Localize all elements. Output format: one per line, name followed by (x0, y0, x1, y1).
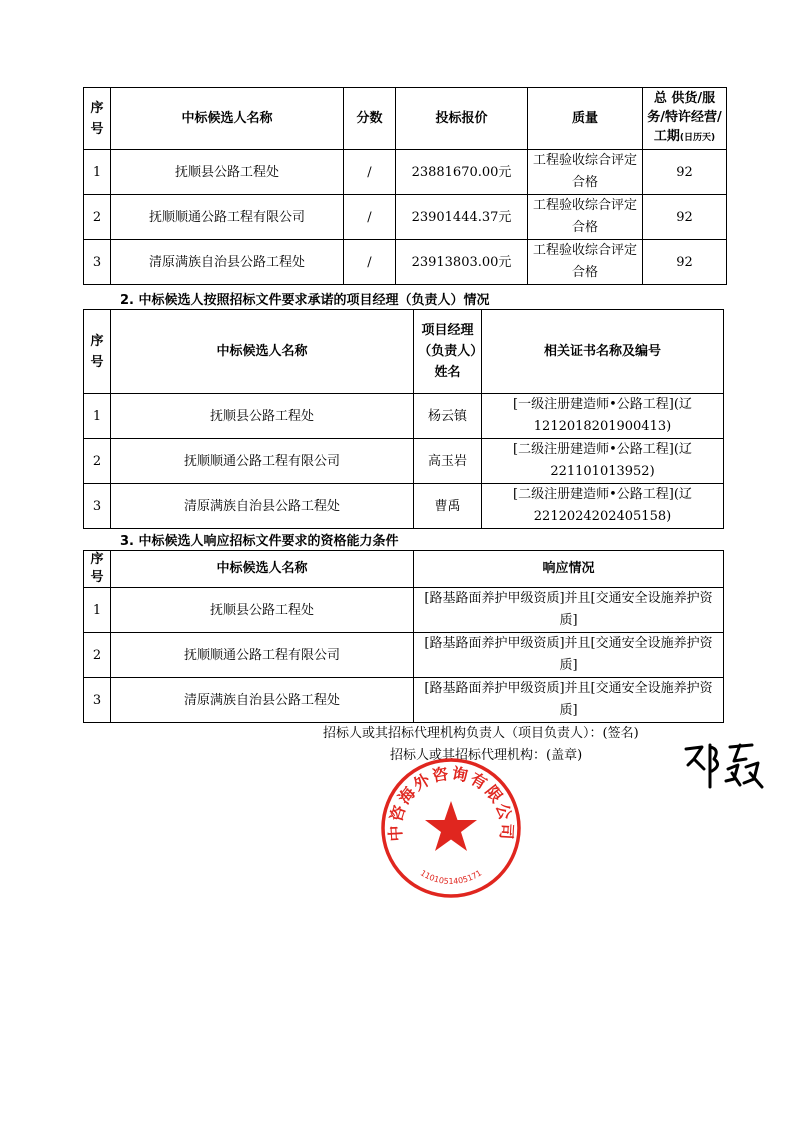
signature-line: 招标人或其招标代理机构负责人（项目负责人）：(签名) (323, 726, 639, 741)
cell-response: [路基路面养护甲级资质]并且[交通安全设施养护资质] (414, 633, 724, 678)
table-row (84, 439, 724, 484)
header-period-unit: (日历天) (679, 133, 716, 143)
section2-title: 2. 中标候选人按照招标文件要求承诺的项目经理（负责人）情况 (120, 293, 490, 308)
header-candidate-name: 中标候选人名称 (111, 88, 344, 150)
handwritten-signature (680, 735, 768, 795)
header-candidate-name: 中标候选人名称 (111, 551, 414, 588)
seal-number: 1101051405171 (418, 868, 484, 886)
table-row (84, 678, 724, 723)
header-candidate-name: 中标候选人名称 (111, 310, 414, 394)
cell-candidate-name: 抚顺县公路工程处 (111, 150, 344, 195)
header-quality: 质量 (528, 88, 643, 150)
cell-period: 92 (643, 150, 727, 195)
cell-seq: 2 (84, 633, 111, 678)
header-manager: 项目经理（负责人）姓名 (414, 310, 482, 394)
header-score: 分数 (344, 88, 396, 150)
cell-response: [路基路面养护甲级资质]并且[交通安全设施养护资质] (414, 678, 724, 723)
cell-bid-price: 23881670.00元 (396, 150, 528, 195)
section3-title: 3. 中标候选人响应招标文件要求的资格能力条件 (120, 534, 399, 549)
cell-seq: 2 (84, 195, 111, 240)
cell-quality: 工程验收综合评定合格 (528, 195, 643, 240)
cell-score: / (344, 240, 396, 285)
cell-score: / (344, 195, 396, 240)
header-period (643, 88, 727, 150)
cell-seq: 1 (84, 394, 111, 439)
seal-star-icon (425, 801, 477, 851)
cell-candidate-name: 抚顺顺通公路工程有限公司 (111, 195, 344, 240)
qualification-table (83, 550, 724, 723)
header-seq: 序号 (84, 551, 111, 588)
header-period-main: 总 供货/服务/特许经营/工期 (647, 91, 722, 144)
header-response: 响应情况 (414, 551, 724, 588)
candidate-bid-table (83, 87, 727, 285)
cell-certificate: [二级注册建造师•公路工程](辽221101013952) (482, 439, 724, 484)
table-row (84, 195, 727, 240)
cell-seq: 3 (84, 240, 111, 285)
table-row (84, 588, 724, 633)
cell-candidate-name: 清原满族自治县公路工程处 (111, 484, 414, 529)
table-row (84, 150, 727, 195)
project-manager-table (83, 309, 724, 529)
cell-period: 92 (643, 195, 727, 240)
cell-candidate-name: 抚顺顺通公路工程有限公司 (111, 439, 414, 484)
cell-seq: 1 (84, 588, 111, 633)
table-row (84, 484, 724, 529)
header-seq: 序号 (84, 88, 111, 150)
svg-text:1101051405171 (419, 868, 484, 886)
cell-certificate: [一级注册建造师•公路工程](辽1212018201900413) (482, 394, 724, 439)
cell-manager: 高玉岩 (414, 439, 482, 484)
company-seal (378, 755, 524, 901)
cell-response: [路基路面养护甲级资质]并且[交通安全设施养护资质] (414, 588, 724, 633)
cell-manager: 杨云镇 (414, 394, 482, 439)
table-row (84, 240, 727, 285)
cell-quality: 工程验收综合评定合格 (528, 240, 643, 285)
cell-manager: 曹禹 (414, 484, 482, 529)
header-seq: 序号 (84, 310, 111, 394)
cell-score: / (344, 150, 396, 195)
seal-line: 招标人或其招标代理机构：(盖章) (390, 748, 583, 763)
cell-candidate-name: 抚顺县公路工程处 (111, 394, 414, 439)
cell-quality: 工程验收综合评定合格 (528, 150, 643, 195)
header-certificate: 相关证书名称及编号 (482, 310, 724, 394)
cell-candidate-name: 抚顺顺通公路工程有限公司 (111, 633, 414, 678)
cell-bid-price: 23901444.37元 (396, 195, 528, 240)
table-row (84, 394, 724, 439)
cell-certificate: [二级注册建造师•公路工程](辽2212024202405158) (482, 484, 724, 529)
cell-bid-price: 23913803.00元 (396, 240, 528, 285)
cell-seq: 3 (84, 484, 111, 529)
seal-text: 中咨海外咨询有限公司 (385, 763, 517, 842)
table-row (84, 633, 724, 678)
header-bid-price: 投标报价 (396, 88, 528, 150)
cell-candidate-name: 抚顺县公路工程处 (111, 588, 414, 633)
cell-candidate-name: 清原满族自治县公路工程处 (111, 678, 414, 723)
cell-seq: 2 (84, 439, 111, 484)
cell-candidate-name: 清原满族自治县公路工程处 (111, 240, 344, 285)
cell-seq: 1 (84, 150, 111, 195)
cell-period: 92 (643, 240, 727, 285)
cell-seq: 3 (84, 678, 111, 723)
